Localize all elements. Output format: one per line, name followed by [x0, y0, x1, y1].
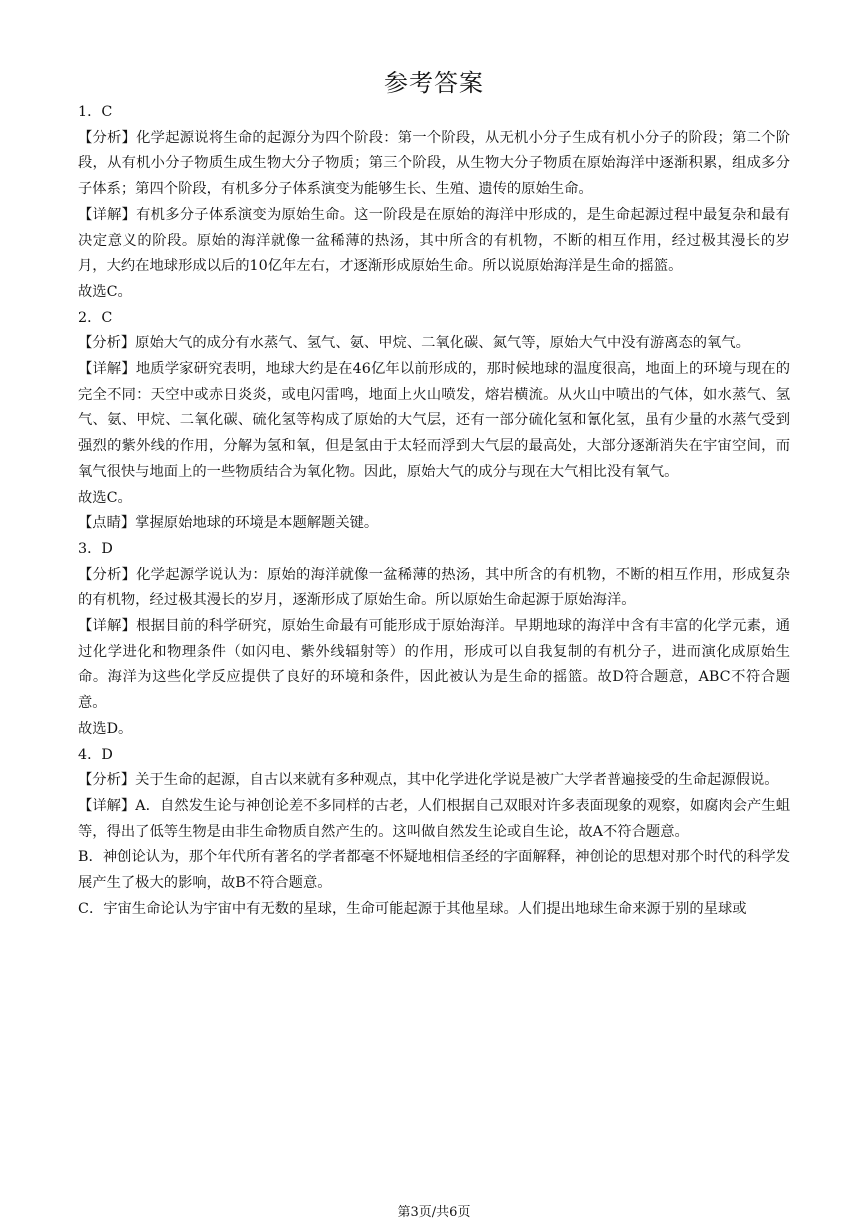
question-number: 4．D	[78, 746, 113, 763]
answer-paragraph: B．神创论认为，那个年代所有著名的学者都毫不怀疑地相信圣经的字面解释，神创论的思想对那个时代的科学发展产生了极大的影响，故B不符合题意。	[78, 849, 790, 892]
page-footer: 第3页/共6页	[397, 1205, 471, 1220]
question-number: 1．C	[78, 104, 113, 120]
answer-content	[78, 100, 790, 923]
answer-paragraph: 故选C。	[78, 283, 132, 300]
answer-paragraph: 【分析】原始大气的成分有水蒸气、氢气、氨、甲烷、二氧化碳、氮气等，原始大气中没有游离态的氧气。	[78, 335, 750, 352]
answer-paragraph: 故选D。	[78, 720, 133, 737]
answer-paragraph: 【分析】关于生命的起源，自古以来就有多种观点，其中化学进化学说是被广大学者普遍接受的生命起源假说。	[78, 772, 779, 789]
answer-paragraph: 【详解】有机多分子体系演变为原始生命。这一阶段是在原始的海洋中形成的，是生命起源过程中最复杂和最有决定意义的阶段。原始的海洋就像一盆稀薄的热汤，其中所含的有机物，不断的相互作用，经过极其漫长的岁月，大约在地球形成以后的10亿年左右，才逐渐形成原始生命。所以说原始海洋是生命的摇篮。	[78, 206, 790, 275]
answer-paragraph: 【点睛】掌握原始地球的环境是本题解题关键。	[78, 515, 379, 532]
answer-paragraph: 【详解】根据目前的科学研究，原始生命最有可能形成于原始海洋。早期地球的海洋中含有丰富的化学元素，通过化学进化和物理条件（如闪电、紫外线辐射等）的作用，形成可以自我复制的有机分子，进而演化成原始生命。海洋为这些化学反应提供了良好的环境和条件，因此被认为是生命的摇篮。故D符合题意，ABC不符合题意。	[78, 618, 790, 712]
answer-paragraph: C．宇宙生命论认为宇宙中有无数的星球，生命可能起源于其他星球。人们提出地球生命来源于别的星球或	[78, 900, 747, 917]
answer-paragraph: 【分析】化学起源说将生命的起源分为四个阶段：第一个阶段，从无机小分子生成有机小分子的阶段；第二个阶段，从有机小分子物质生成生物大分子物质；第三个阶段，从生物大分子物质在原始海洋中逐渐积累，组成多分子体系；第四个阶段，有机多分子体系演变为能够生长、生殖、遗传的原始生命。	[78, 129, 790, 198]
question-number: 3．D	[78, 540, 113, 557]
answer-paragraph: 【详解】地质学家研究表明，地球大约是在46亿年以前形成的，那时候地球的温度很高，地面上的环境与现在的完全不同：天空中或赤日炎炎，或电闪雷鸣，地面上火山喷发，熔岩横流。从火山中喷出的气体，如水蒸气、氢气、氨、甲烷、二氧化碳、硫化氢等构成了原始的大气层，还有一部分硫化氢和氰化氢，虽有少量的水蒸气受到强烈的紫外线的作用，分解为氢和氧，但是氢由于太轻而浮到大气层的最高处，大部分逐渐消失在宇宙空间，而氧气很快与地面上的一些物质结合为氧化物。因此，原始大气的成分与现在大气相比没有氧气。	[78, 361, 790, 480]
question-number: 2．C	[78, 309, 113, 326]
answer-paragraph: 【分析】化学起源学说认为：原始的海洋就像一盆稀薄的热汤，其中所含的有机物，不断的相互作用，形成复杂的有机物，经过极其漫长的岁月，逐渐形成了原始生命。所以原始生命起源于原始海洋。	[78, 566, 790, 609]
answer-paragraph: 【详解】A．自然发生论与神创论差不多同样的古老，人们根据自己双眼对许多表面现象的观察，如腐肉会产生蛆等，得出了低等生物是由非生命物质自然产生的。这叫做自然发生论或自生论，故A不符合题意。	[78, 797, 790, 840]
page-title: 参考答案	[384, 69, 484, 97]
answer-paragraph: 故选C。	[78, 489, 132, 506]
